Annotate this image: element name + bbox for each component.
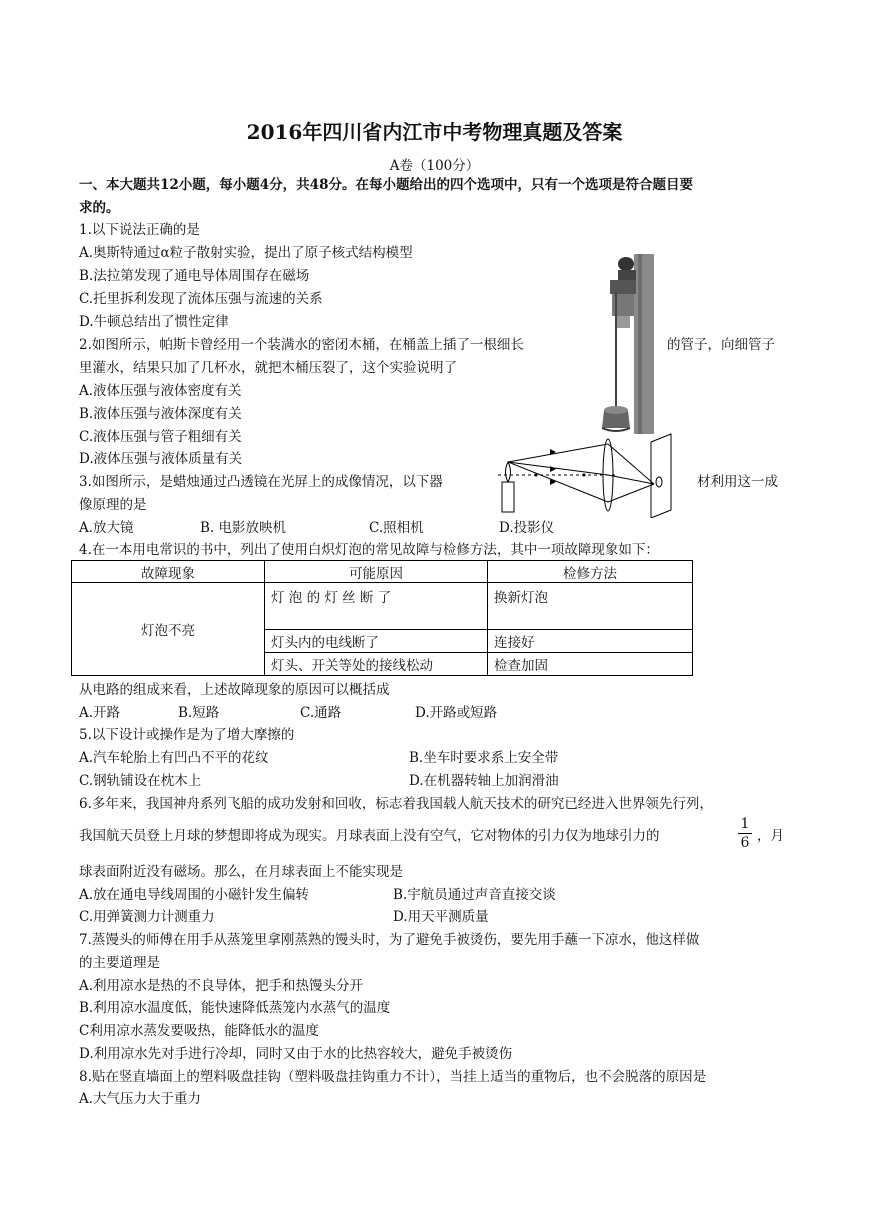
q4-followup: 从电路的组成来看，上述故障现象的原因可以概括成 bbox=[79, 682, 390, 698]
q2-option-c: C.液体压强与管子粗细有关 bbox=[79, 429, 242, 445]
q5-option-d: D.在机器转轴上加润滑油 bbox=[409, 773, 559, 789]
q8-option-a: A.大气压力大于重力 bbox=[79, 1091, 202, 1107]
q2-stem-part-b: 的管子，向细管子 bbox=[667, 337, 775, 353]
q5-option-a: A.汽车轮胎上有凹凸不平的花纹 bbox=[79, 750, 269, 766]
table-cell-symptom: 灯泡不亮 bbox=[72, 583, 265, 676]
q6-option-b: B.宇航员通过声音直接交谈 bbox=[393, 887, 556, 903]
q8-stem: 8.贴在竖直墙面上的塑料吸盘挂钩（塑料吸盘挂钩重力不计），当挂上适当的重物后，也不会脱落的原因是 bbox=[79, 1069, 707, 1085]
q1-option-b: B.法拉第发现了通电导体周围存在磁场 bbox=[79, 268, 310, 284]
pascal-barrel-figure bbox=[596, 252, 658, 434]
q6-option-c: C.用弹簧测力计测重力 bbox=[79, 909, 215, 925]
q7-line-1: 7.蒸馒头的师傅在用手从蒸笼里拿刚蒸熟的馒头时，为了避免手被烫伤，要先用手蘸一下凉水，他这样做 bbox=[79, 932, 700, 948]
one-sixth-fraction bbox=[738, 816, 752, 853]
paper-section-label: A卷（100分） bbox=[389, 158, 480, 174]
q5-stem: 5.以下设计或操作是为了增大摩擦的 bbox=[79, 727, 295, 743]
table-cell-cause-2: 灯头内的电线断了 bbox=[265, 630, 488, 653]
q6-line-3: 球表面附近没有磁场。那么，在月球表面上不能实现是 bbox=[79, 864, 403, 880]
section-heading-line-1: 一、本大题共12小题，每小题4分，共48分。在每小题给出的四个选项中，只有一个选项是符合题目要 bbox=[79, 177, 693, 193]
q3-stem-part-b: 材利用这一成 bbox=[697, 474, 778, 490]
q4-option-a: A.开路 bbox=[79, 705, 121, 721]
q6-line-2-end: ，月 bbox=[757, 828, 784, 844]
q3-option-b: B. 电影放映机 bbox=[200, 520, 287, 536]
q2-option-b: B.液体压强与液体深度有关 bbox=[79, 406, 242, 422]
table-cell-cause-3: 灯头、开关等处的接线松动 bbox=[265, 653, 488, 676]
q4-option-c: C.通路 bbox=[300, 705, 342, 721]
q7-option-b: B.利用凉水温度低，能快速降低蒸笼内水蒸气的温度 bbox=[79, 1000, 391, 1016]
table-cell-cause-1: 灯 泡 的 灯 丝 断 了 bbox=[265, 583, 488, 630]
page-title: 2016年四川省内江市中考物理真题及答案 bbox=[246, 120, 623, 144]
q7-line-2: 的主要道理是 bbox=[79, 955, 160, 971]
table-cell-fix-3: 检查加固 bbox=[488, 653, 693, 676]
q5-option-b: B.坐车时要求系上安全带 bbox=[409, 750, 559, 766]
q3-stem-part-c: 像原理的是 bbox=[79, 497, 147, 513]
q1-option-c: C.托里拆利发现了流体压强与流速的关系 bbox=[79, 291, 323, 307]
q2-option-a: A.液体压强与液体密度有关 bbox=[79, 383, 242, 399]
q1-stem: 1.以下说法正确的是 bbox=[79, 222, 200, 238]
q4-stem: 4.在一本用电常识的书中，列出了使用白炽灯泡的常见故障与检修方法，其中一项故障现象如下： bbox=[79, 542, 659, 558]
q2-stem-part-a: 2.如图所示，帕斯卡曾经用一个装满水的密闭木桶，在桶盖上插了一根细长 bbox=[79, 337, 524, 353]
q7-option-d: D.利用凉水先对手进行冷却，同时又由于水的比热容较大，避免手被烫伤 bbox=[79, 1046, 513, 1062]
table-header-fix: 检修方法 bbox=[488, 561, 693, 583]
q3-option-d: D.投影仪 bbox=[499, 520, 555, 536]
convex-lens-figure bbox=[496, 432, 686, 518]
q7-option-c: C利用凉水蒸发要吸热，能降低水的温度 bbox=[79, 1023, 319, 1039]
fraction-numerator: 1 bbox=[738, 816, 752, 834]
fraction-denominator: 6 bbox=[740, 835, 750, 851]
q3-stem-part-a: 3.如图所示，是蜡烛通过凸透镜在光屏上的成像情况，以下器 bbox=[79, 474, 443, 490]
fault-table bbox=[71, 560, 693, 676]
q2-option-d: D.液体压强与液体质量有关 bbox=[79, 451, 243, 467]
q6-line-1: 6.多年来，我国神舟系列飞船的成功发射和回收，标志着我国载人航天技术的研究已经进入世界领先行列， bbox=[79, 796, 713, 812]
table-cell-fix-1: 换新灯泡 bbox=[488, 583, 693, 630]
q6-option-a: A.放在通电导线周围的小磁针发生偏转 bbox=[79, 887, 310, 903]
q3-option-a: A.放大镜 bbox=[79, 520, 134, 536]
q4-option-b: B.短路 bbox=[178, 705, 220, 721]
q7-option-a: A.利用凉水是热的不良导体，把手和热馒头分开 bbox=[79, 978, 364, 994]
q5-option-c: C.钢轨铺设在枕木上 bbox=[79, 773, 202, 789]
q2-stem-part-c: 里灌水，结果只加了几杯水，就把木桶压裂了，这个实验说明了 bbox=[79, 360, 457, 376]
table-header-cause: 可能原因 bbox=[265, 561, 488, 583]
section-heading-line-2: 求的。 bbox=[79, 200, 120, 216]
q6-line-2: 我国航天员登上月球的梦想即将成为现实。月球表面上没有空气，它对物体的引力仅为地球引力的 bbox=[79, 828, 660, 844]
q1-option-a: A.奥斯特通过α粒子散射实验，提出了原子核式结构模型 bbox=[79, 245, 413, 261]
q4-option-d: D.开路或短路 bbox=[415, 705, 498, 721]
table-header-symptom: 故障现象 bbox=[72, 561, 265, 583]
table-cell-fix-2: 连接好 bbox=[488, 630, 693, 653]
q1-option-d: D.牛顿总结出了惯性定律 bbox=[79, 314, 229, 330]
q6-option-d: D.用天平测质量 bbox=[393, 909, 489, 925]
q3-option-c: C.照相机 bbox=[369, 520, 424, 536]
